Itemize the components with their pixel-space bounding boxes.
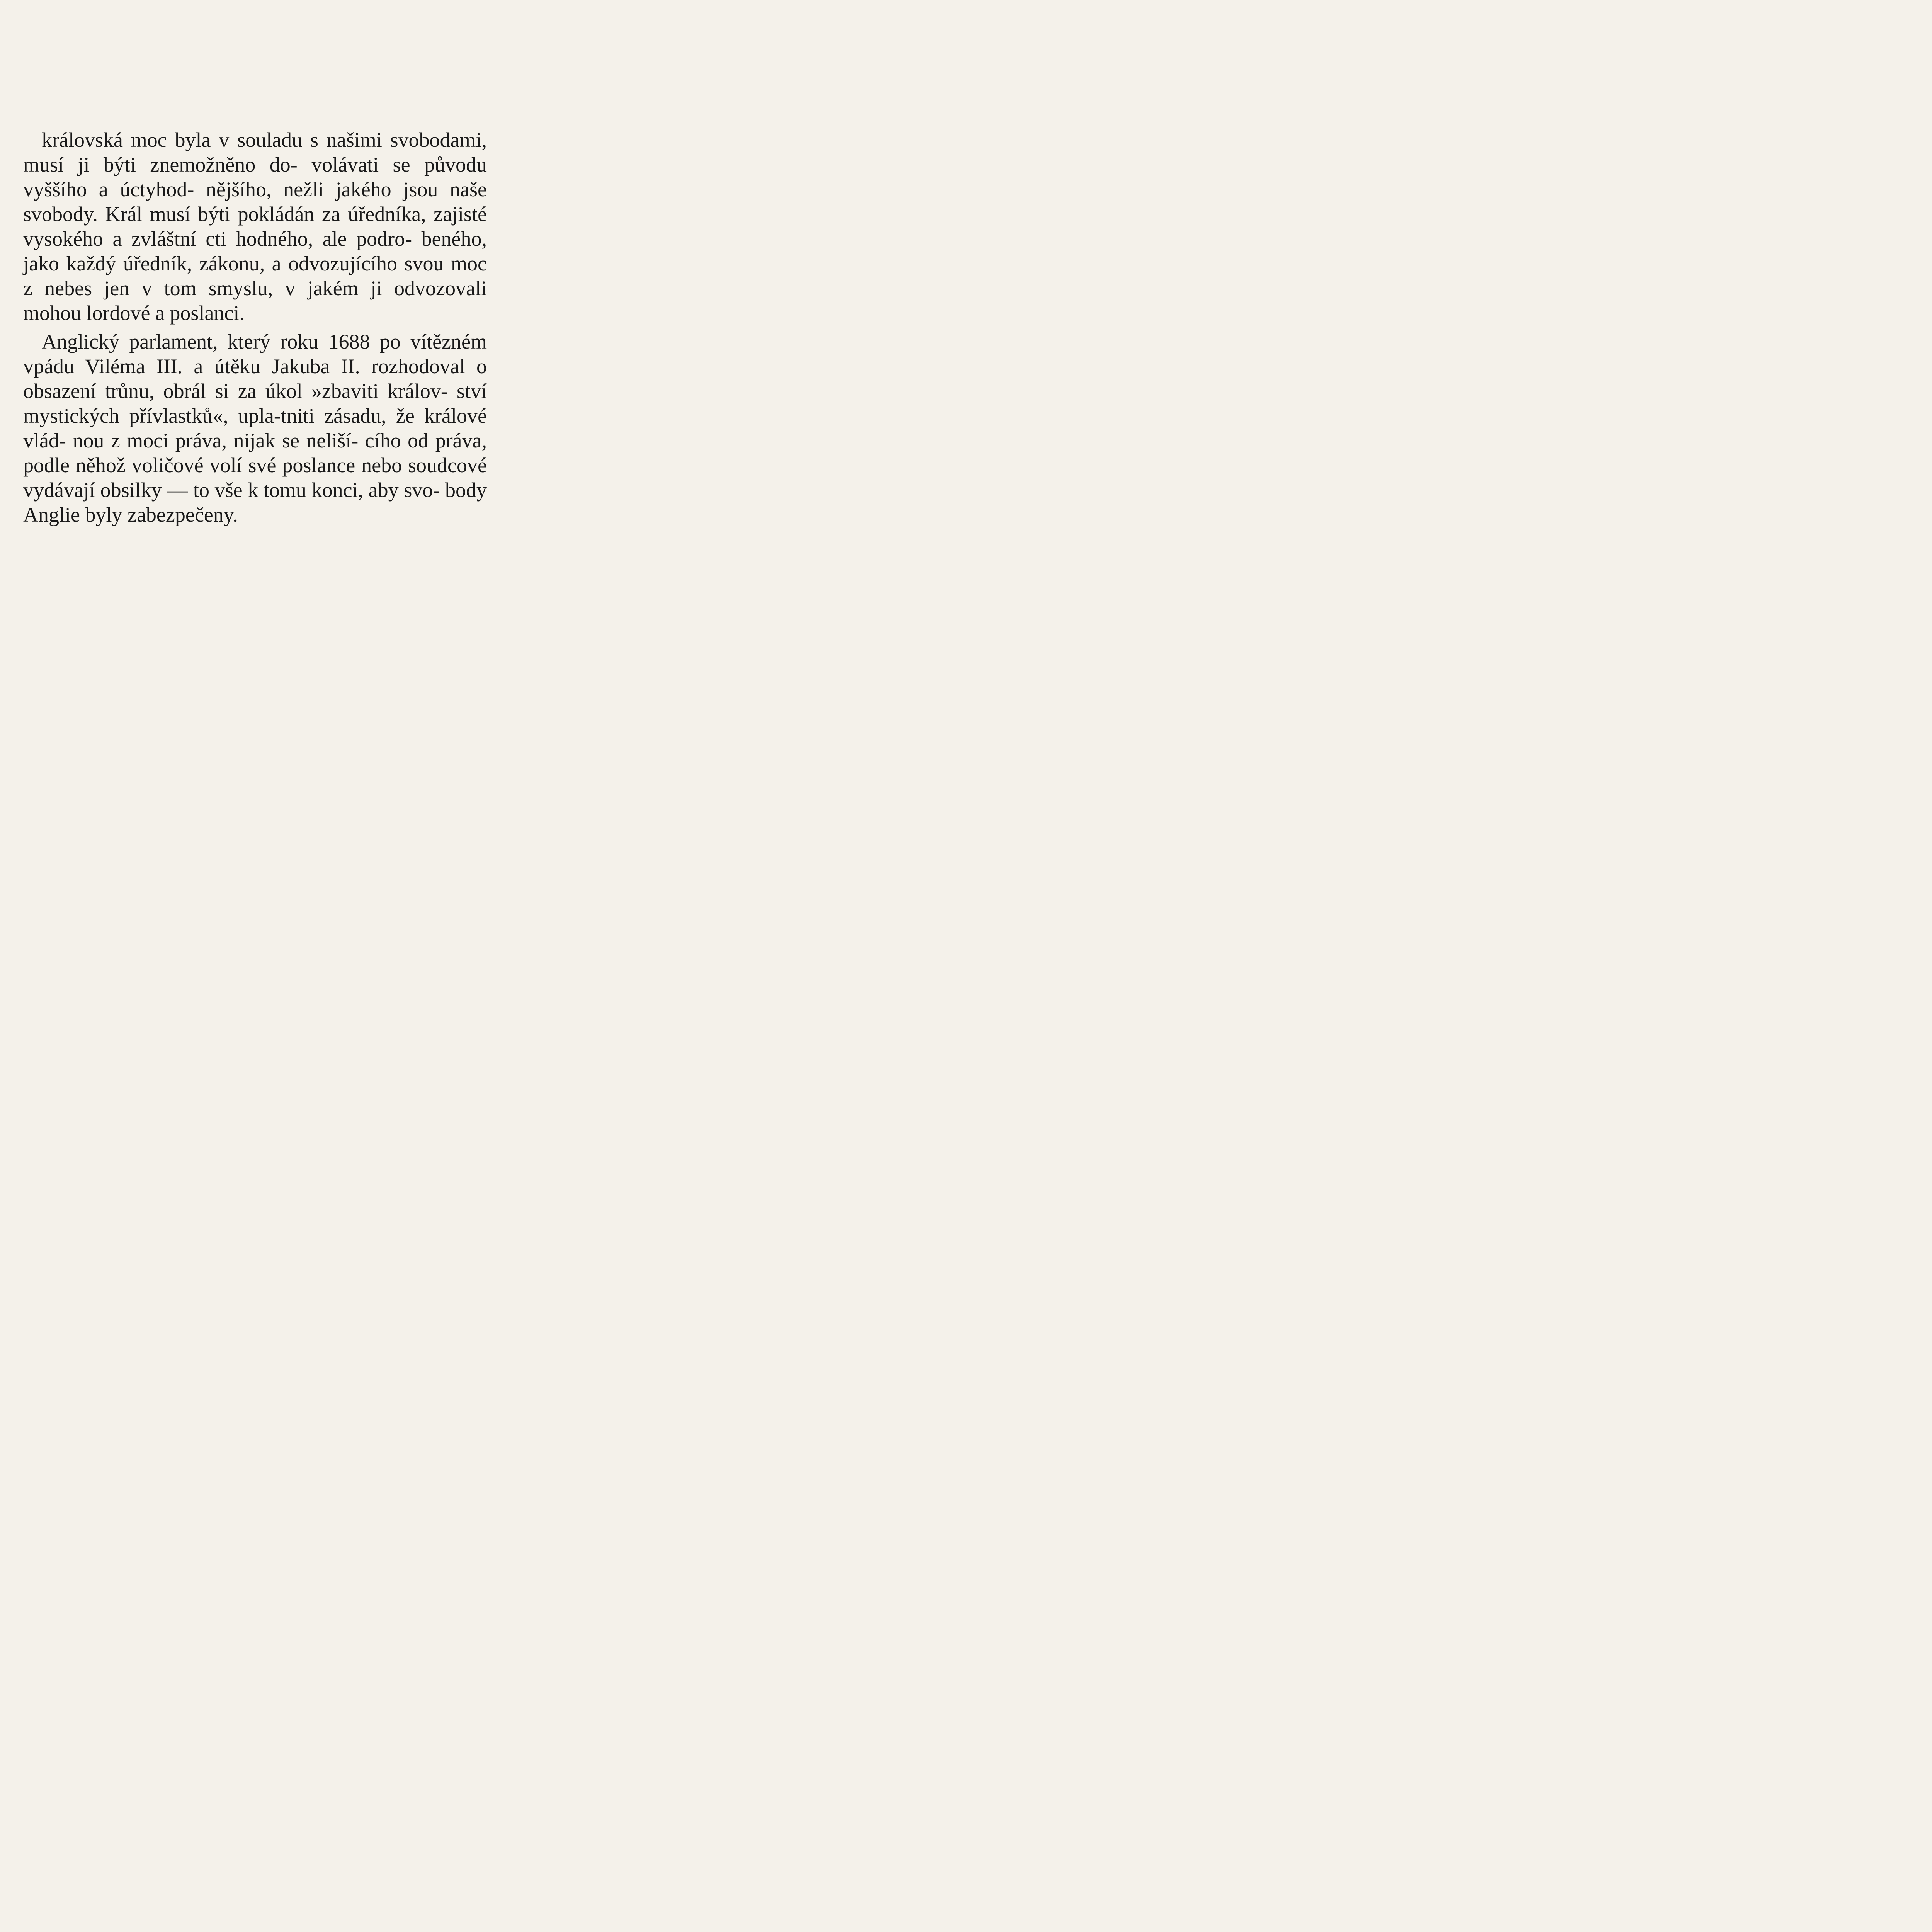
- paragraph: královská moc byla v souladu s našimi svobodami, musí ji býti znemožněno do- volávati se původu vyššího a úctyhod- nějšího, nežli jakého jsou naše svobody. Král musí býti pokládán za úředníka, zajisté vysokého a zvláštní cti hodného, ale podro- beného, jako každý úředník, zákonu, a odvozujícího svou moc z nebes jen v tom smyslu, v jakém ji odvozovali mohou lordové a poslanci.: [23, 128, 487, 325]
- column-1: [23, 128, 487, 531]
- paragraph: Anglický parlament, který roku 1688 po vítězném vpádu Viléma III. a útěku Jakuba II. rozhodoval o obsazení trůnu, obrál si za úkol »zbaviti králov- ství mystických přívlastků«, upla‑tniti zásadu, že králové vlád- nou z moci práva, nijak se neliší- cího od práva, podle něhož voličové volí své poslance nebo soudcové vydávají obsilky — to vše k tomu konci, aby svo- body Anglie byly zabezpečeny.: [23, 330, 487, 526]
